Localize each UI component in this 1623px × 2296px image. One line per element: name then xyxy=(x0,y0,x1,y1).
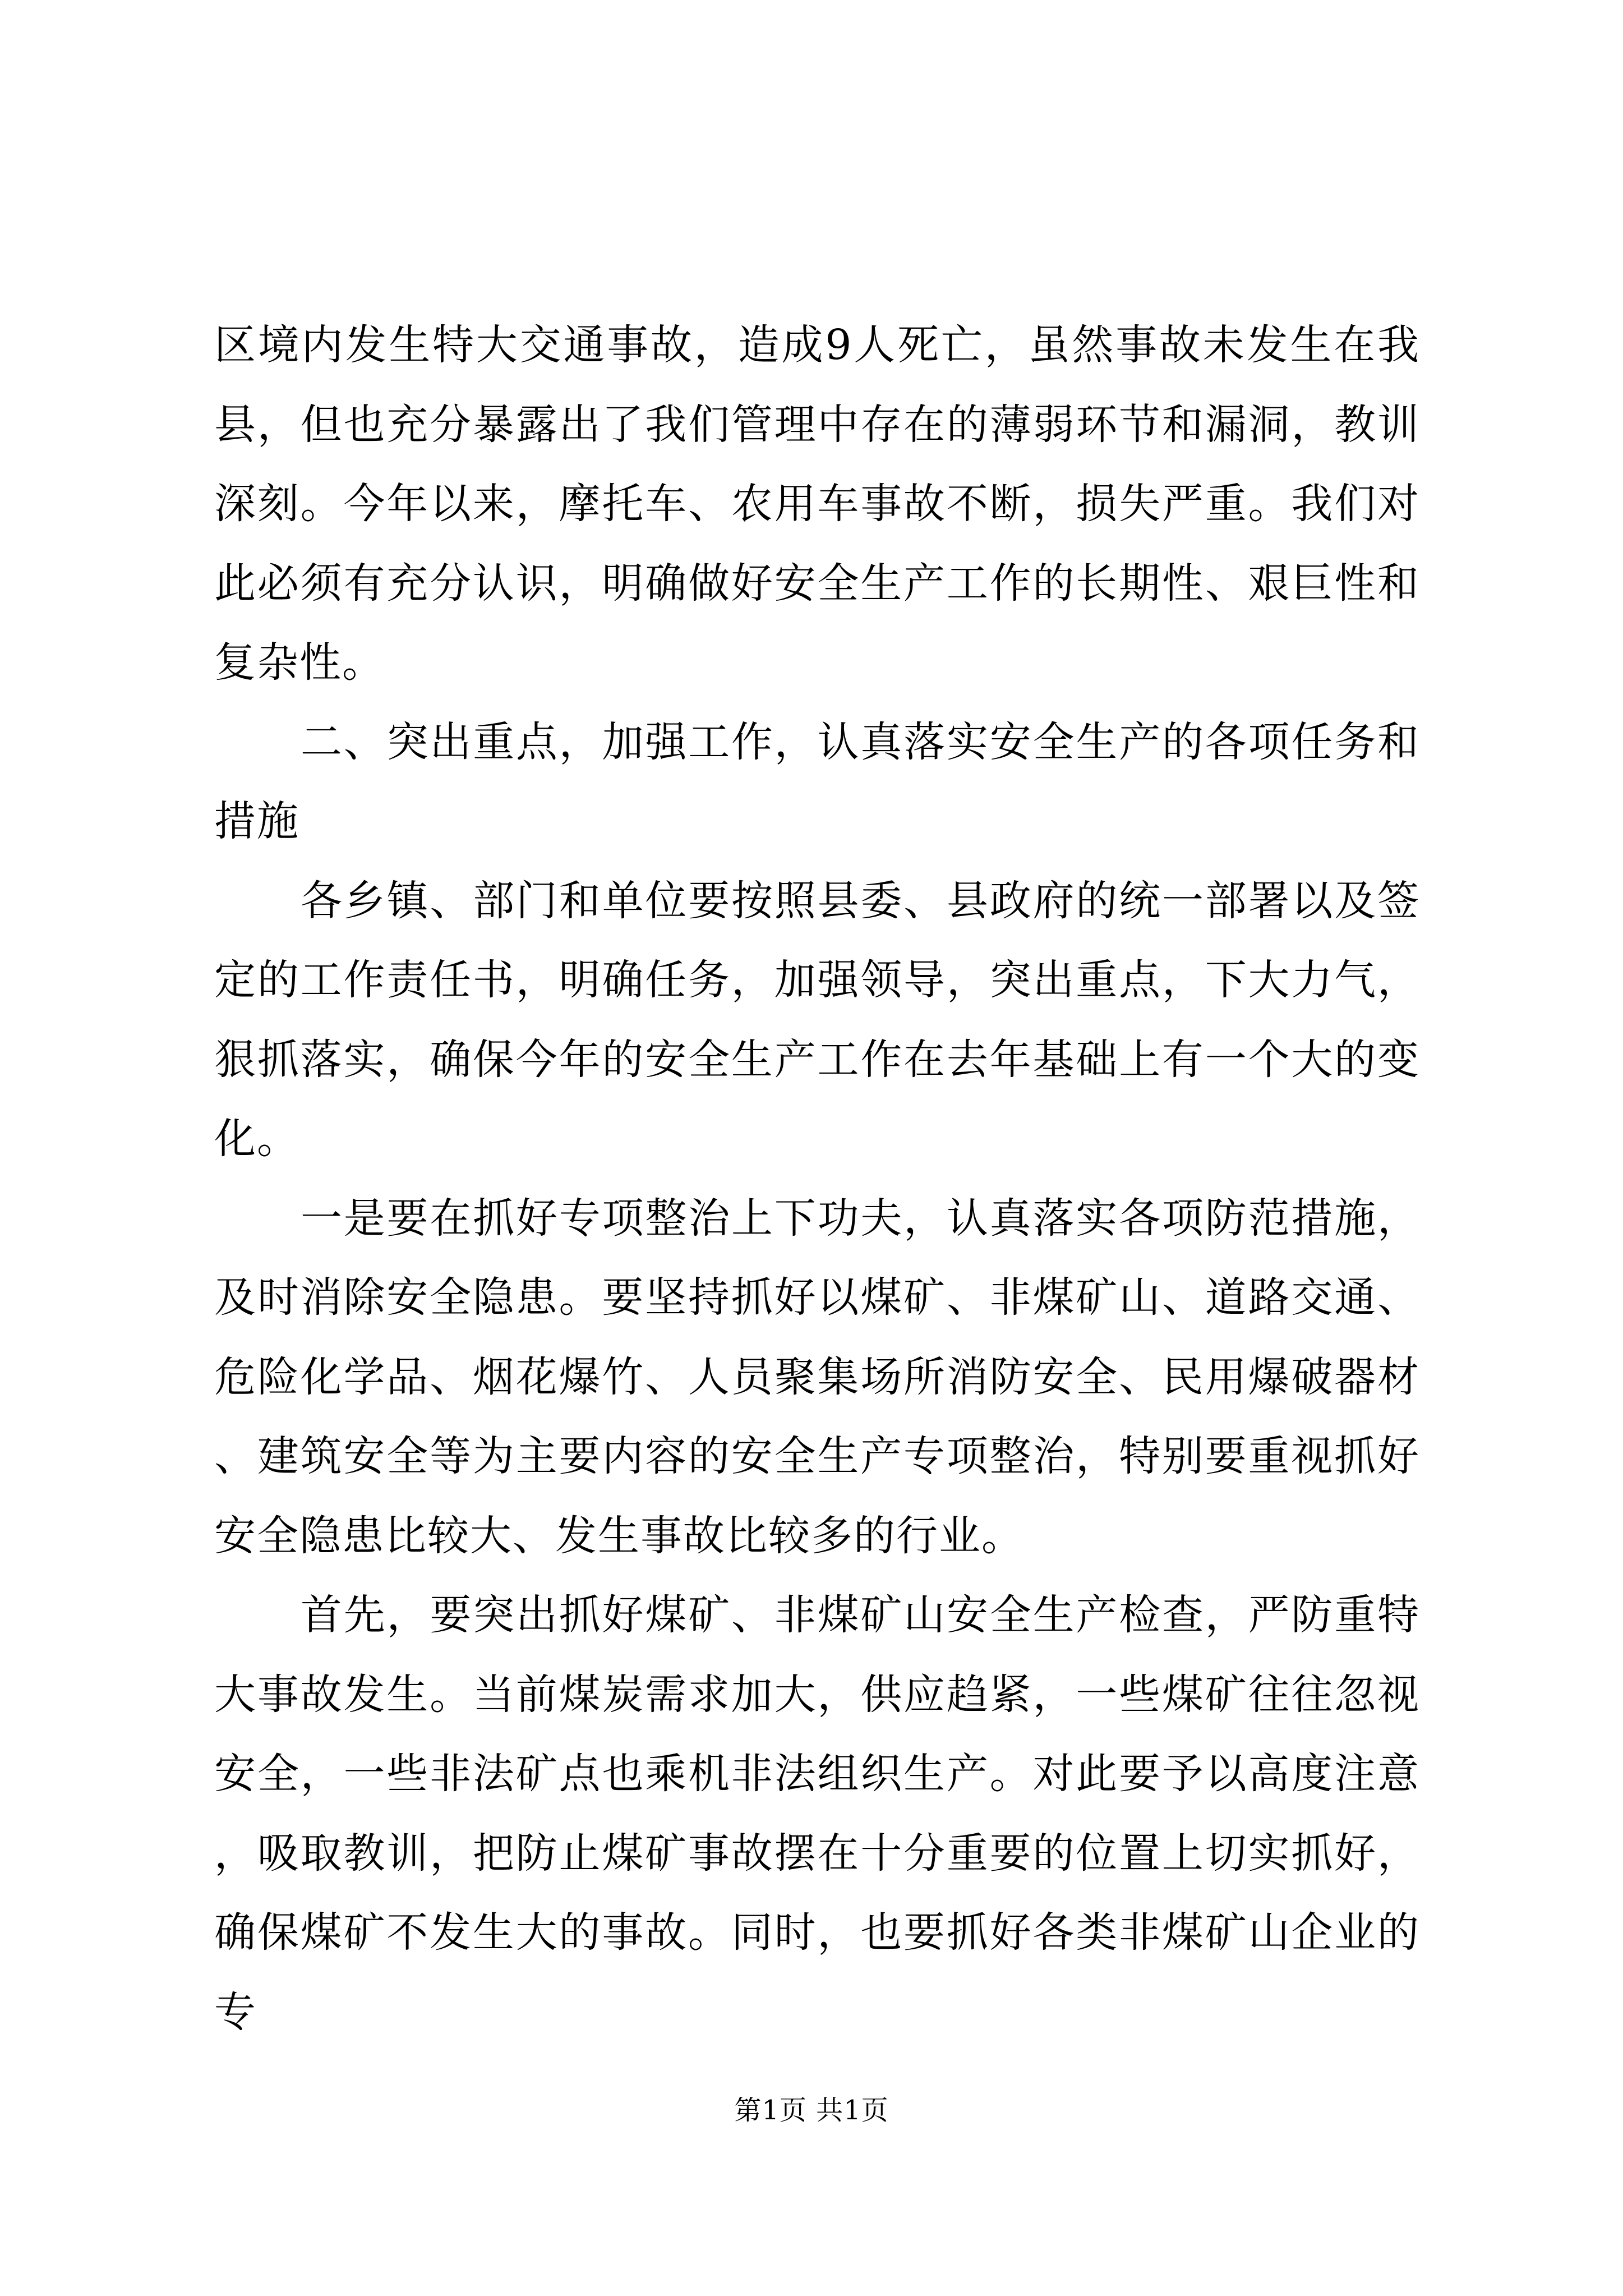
paragraph-point-one: 一是要在抓好专项整治上下功夫，认真落实各项防范措施，及时消除安全隐患。要坚持抓好以煤矿、非煤矿山、道路交通、危险化学品、烟花爆竹、人员聚集场所消防安全、民用爆破器材、建筑安全等为主要内容的安全生产专项整治，特别要重视抓好安全隐患比较大、发生事故比较多的行业。 xyxy=(214,1194,1420,1560)
paragraph-continuation: 区境内发生特大交通事故，造成9人死亡，虽然事故未发生在我县，但也充分暴露出了我们管理中存在的薄弱环节和漏洞，教训深刻。今年以来，摩托车、农用车事故不断，损失严重。我们对此必须有充分认识，明确做好安全生产工作的长期性、艰巨性和复杂性。 xyxy=(214,321,1420,687)
paragraph-point-one-first: 首先，要突出抓好煤矿、非煤矿山安全生产检查，严防重特大事故发生。当前煤炭需求加大，供应趋紧，一些煤矿往往忽视安全，一些非法矿点也乘机非法组织生产。对此要予以高度注意，吸取教训，把防止煤矿事故摆在十分重要的位置上切实抓好，确保煤矿不发生大的事故。同时，也要抓好各类非煤矿山企业的专 xyxy=(214,1591,1420,2036)
section-heading: 二、突出重点，加强工作，认真落实安全生产的各项任务和措施 xyxy=(214,717,1420,845)
document-body xyxy=(214,306,1420,2052)
page-footer: 第1页 共1页 xyxy=(734,2095,889,2126)
paragraph-section-intro: 各乡镇、部门和单位要按照县委、县政府的统一部署以及签定的工作责任书，明确任务，加强领导，突出重点，下大力气，狠抓落实，确保今年的安全生产工作在去年基础上有一个大的变化。 xyxy=(214,876,1420,1163)
